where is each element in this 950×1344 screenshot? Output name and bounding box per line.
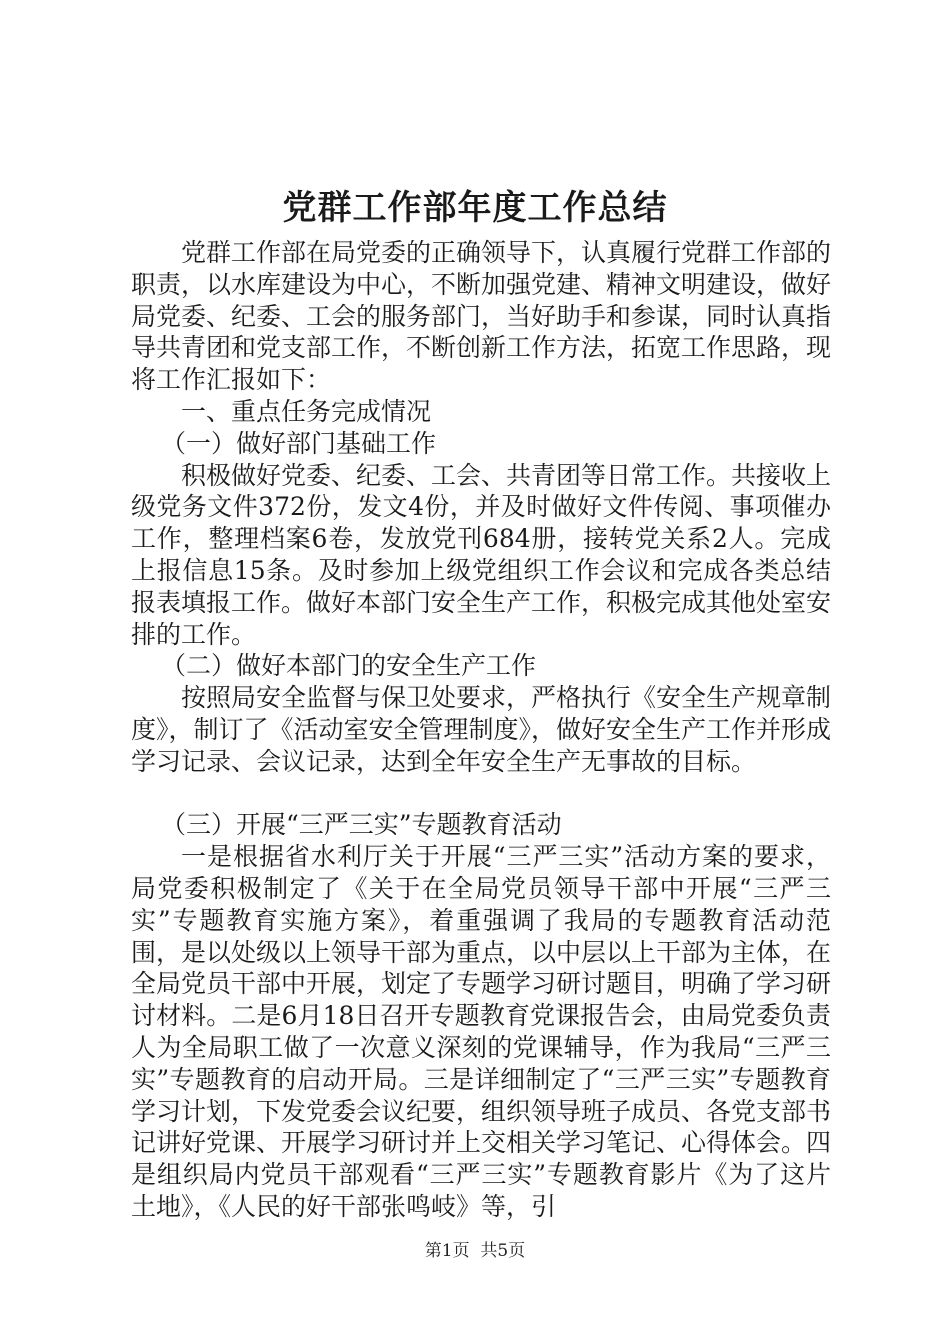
section-heading-1: 一、重点任务完成情况	[181, 396, 432, 426]
document-title: 党群工作部年度工作总结	[282, 188, 668, 228]
paragraph-education-activity: 一是根据省水利厅关于开展“三严三实”活动方案的要求，局党委积极制定了《关于在全局党员领导干部中开展“三严三实”专题教育实施方案》，着重强调了我局的专题教育活动范围，是以处级以上领导干部为重点，以中层以上干部为主体，在全局党员干部中开展，划定了专题学习研讨题目，明确了学习研讨材料。二是6月18日召开专题教育党课报告会，由局党委负责人为全局职工做了一次意义深刻的党课辅导，作为我局“三严三实”专题教育的启动开局。三是详细制定了“三严三实”专题教育学习计划，下发党委会议纪要，组织领导班子成员、各党支部书记讲好党课、开展学习研讨并上交相关学习笔记、心得体会。四是组织局内党员干部观看“三严三实”专题教育影片《为了这片土地》，《人民的好干部张鸣岐》等，引	[131, 842, 832, 1221]
document-body	[131, 237, 831, 1223]
paragraph-safety-work: 按照局安全监督与保卫处要求，严格执行《安全生产规章制度》，制订了《活动室安全管理制度》，做好安全生产工作并形成学习记录、会议记录，达到全年安全生产无事故的目标。	[131, 683, 832, 776]
subsection-heading-2: （二）做好本部门的安全生产工作	[161, 651, 537, 681]
page-number: 第1页	[424, 1241, 470, 1261]
intro-paragraph: 党群工作部在局党委的正确领导下，认真履行党群工作部的职责，以水库建设为中心，不断加强党建、精神文明建设，做好局党委、纪委、工会的服务部门，当好助手和参谋，同时认真指导共青团和党支部工作，不断创新工作方法，拓宽工作思路，现将工作汇报如下：	[131, 238, 832, 395]
subsection-heading-1: （一）做好部门基础工作	[161, 428, 437, 458]
subsection-heading-3: （三）开展“三严三实”专题教育活动	[161, 810, 562, 840]
paragraph-basic-work: 积极做好党委、纪委、工会、共青团等日常工作。共接收上级党务文件372份，发文4份，并及时做好文件传阅、事项催办工作，整理档案6卷，发放党刊684册，接转党关系2人。完成上报信息15条。及时参加上级党组织工作会议和完成各类总结报表填报工作。做好本部门安全生产工作，积极完成其他处室安排的工作。	[131, 460, 832, 649]
page-footer	[0, 1240, 950, 1262]
page-total: 共5页	[480, 1241, 526, 1261]
paragraph-gap	[131, 778, 831, 810]
